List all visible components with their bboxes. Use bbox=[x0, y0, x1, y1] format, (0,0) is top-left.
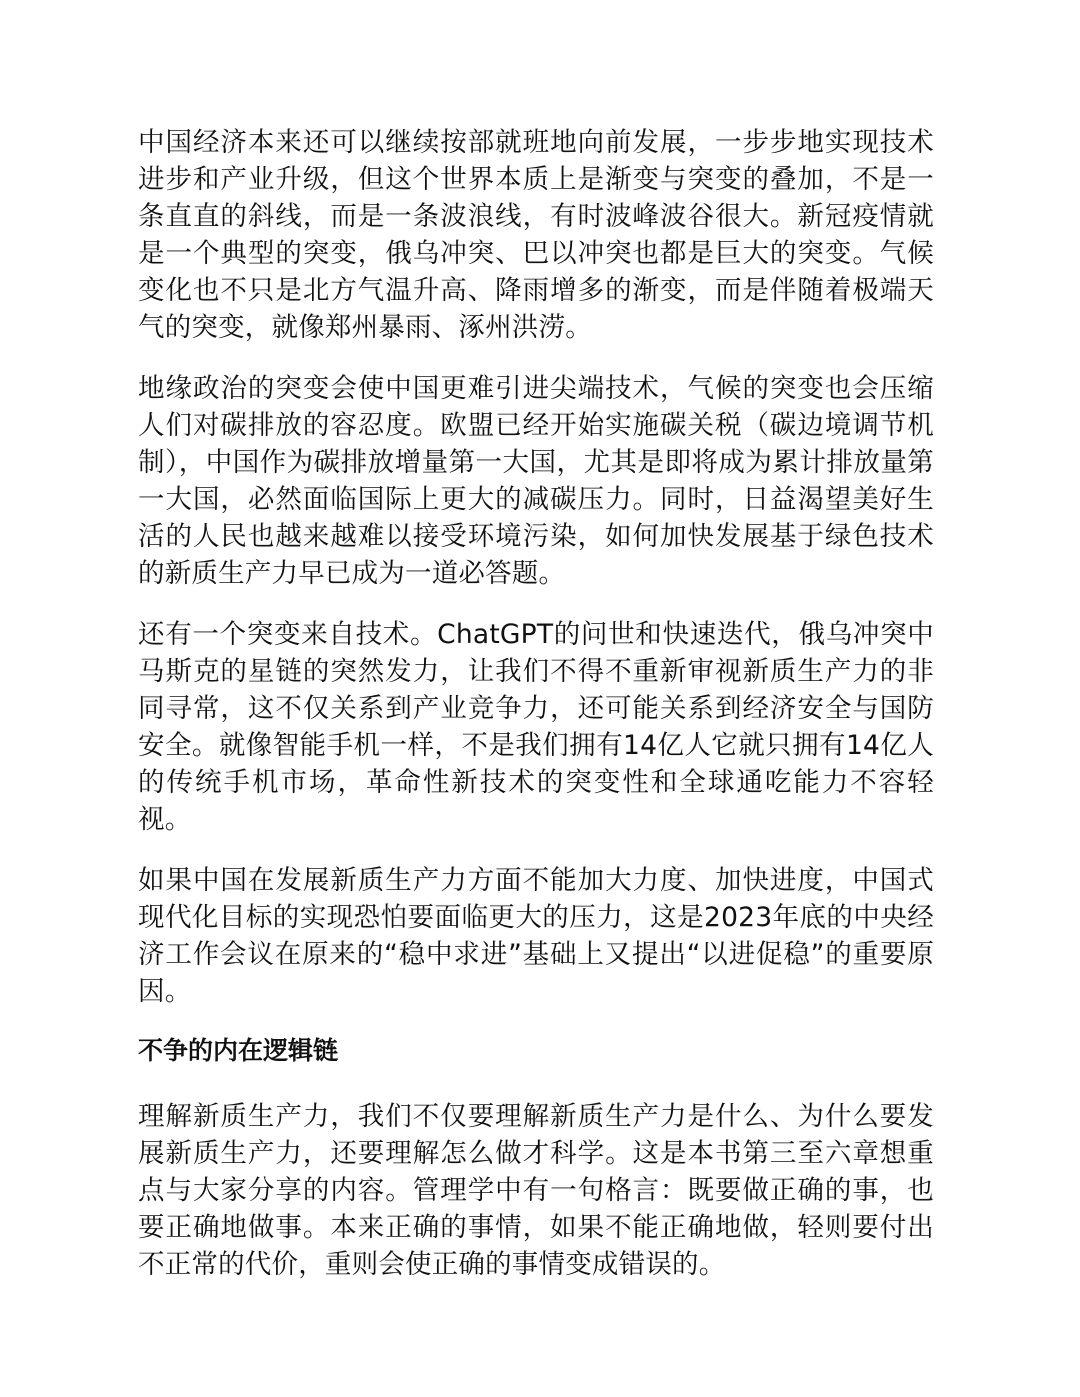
section-heading: 不争的内在逻辑链 bbox=[138, 1036, 339, 1065]
paragraph-doing-things-right: 理解新质生产力，我们不仅要理解新质生产力是什么、为什么要发展新质生产力，还要理解怎么做才科学。这是本书第三至六章想重点与大家分享的内容。管理学中有一句格言：既要做正确的事，也要正确地做事。本来正确的事情，如果不能正确地做，轻则要付出不正常的代价，重则会使正确的事情变成错误的。 bbox=[138, 1101, 934, 1280]
paragraph-policy-pressure: 如果中国在发展新质生产力方面不能加大力度、加快进度，中国式现代化目标的实现恐怕要面临更大的压力，这是2023年底的中央经济工作会议在原来的“稳中求进”基础上又提出“以进促稳”的重要原因。 bbox=[138, 865, 934, 1007]
paragraph-shock-events: 中国经济本来还可以继续按部就班地向前发展，一步步地实现技术进步和产业升级，但这个世界本质上是渐变与突变的叠加，不是一条直直的斜线，而是一条波浪线，有时波峰波谷很大。新冠疫情就是一个典型的突变，俄乌冲突、巴以冲突也都是巨大的突变。气候变化也不只是北方气温升高、降雨增多的渐变，而是伴随着极端天气的突变，就像郑州暴雨、涿州洪涝。 bbox=[138, 127, 934, 343]
paragraph-technology-shock: 还有一个突变来自技术。ChatGPT的问世和快速迭代，俄乌冲突中马斯克的星链的突然发力，让我们不得不重新审视新质生产力的非同寻常，这不仅关系到产业竞争力，还可能关系到经济安全与国防安全。就像智能手机一样，不是我们拥有14亿人它就只拥有14亿人的传统手机市场，革命性新技术的突变性和全球通吃能力不容轻视。 bbox=[138, 619, 934, 835]
paragraph-geopolitics-climate: 地缘政治的突变会使中国更难引进尖端技术，气候的突变也会压缩人们对碳排放的容忍度。欧盟已经开始实施碳关税（碳边境调节机制），中国作为碳排放增量第一大国，尤其是即将成为累计排放量第一大国，必然面临国际上更大的减碳压力。同时，日益渴望美好生活的人民也越来越难以接受环境污染，如何加快发展基于绿色技术的新质生产力早已成为一道必答题。 bbox=[138, 373, 934, 589]
